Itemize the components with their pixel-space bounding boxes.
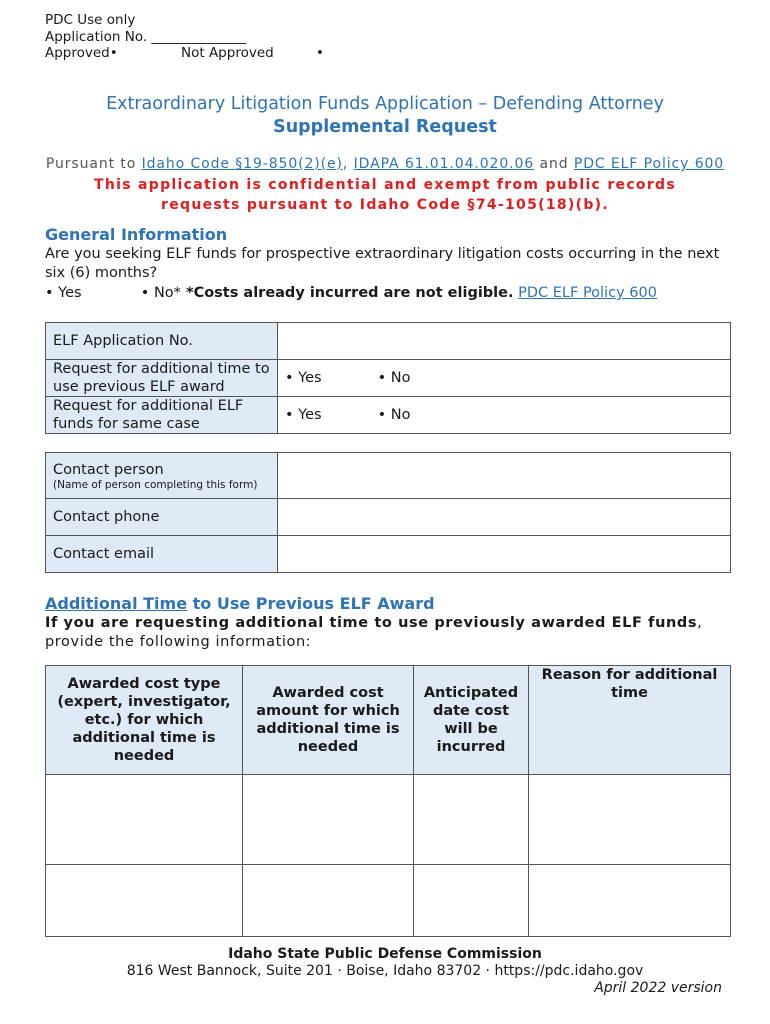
additional-time-no[interactable]: • No xyxy=(377,370,411,386)
idaho-code-link[interactable]: Idaho Code §19-850(2)(e) xyxy=(141,156,343,172)
additional-time-heading xyxy=(45,594,435,613)
not-approved-option[interactable]: Not Approved xyxy=(181,45,274,61)
instructions-bold: If you are requesting additional time to use previously awarded ELF funds xyxy=(45,615,698,631)
general-answer-row xyxy=(45,284,730,303)
footer-version: April 2022 version xyxy=(594,980,722,996)
elf-policy-link[interactable]: PDC ELF Policy 600 xyxy=(573,156,725,172)
additional-time-options xyxy=(278,360,731,397)
additional-funds-yes[interactable]: • Yes xyxy=(285,407,322,423)
general-question: Are you seeking ELF funds for prospective extraordinary litigation costs occurring in the next six (6) months? xyxy=(45,246,720,281)
table-header-row xyxy=(46,666,731,775)
additional-time-yes[interactable]: • Yes xyxy=(285,370,322,386)
not-approved-bullet[interactable]: • xyxy=(316,45,324,61)
contact-person-label-cell xyxy=(46,453,278,499)
column-awarded-cost-type: Awarded cost type (expert, investigator, etc.) for which additional time is needed xyxy=(46,666,243,775)
additional-time-heading-rest: to Use Previous ELF Award xyxy=(187,594,435,613)
contact-email-field[interactable] xyxy=(278,536,731,573)
general-information-heading: General Information xyxy=(45,225,228,244)
general-no-option[interactable]: • No* xyxy=(140,285,181,301)
additional-time-heading-link[interactable]: Additional Time xyxy=(45,594,188,613)
table-row xyxy=(46,499,731,536)
column-anticipated-date: Anticipated date cost will be incurred xyxy=(414,666,529,775)
pursuant-line xyxy=(0,156,770,172)
column-awarded-cost-amount: Awarded cost amount for which additional time is needed xyxy=(243,666,414,775)
instructions-rest: , provide the following information: xyxy=(45,615,703,650)
pdc-use-only-label: PDC Use only xyxy=(45,12,136,28)
table-row xyxy=(46,453,731,499)
table-row xyxy=(46,323,731,360)
contact-phone-field[interactable] xyxy=(278,499,731,536)
table-row xyxy=(46,775,731,865)
footer-organization: Idaho State Public Defense Commission xyxy=(228,946,542,962)
confidential-line-2: requests pursuant to Idaho Code §74-105(18)(b). xyxy=(161,197,609,213)
anticipated-date-cell[interactable] xyxy=(414,775,529,865)
pursuant-separator: , xyxy=(342,156,354,172)
contact-person-label: Contact person xyxy=(53,461,164,478)
additional-time-table xyxy=(45,665,731,937)
contact-table xyxy=(45,452,731,573)
cost-amount-cell[interactable] xyxy=(243,775,414,865)
confidential-notice xyxy=(0,175,770,215)
pdc-use-block xyxy=(45,12,324,62)
contact-email-label: Contact email xyxy=(46,536,278,573)
contact-person-field[interactable] xyxy=(278,453,731,499)
pursuant-prefix: Pursuant to xyxy=(45,156,142,172)
approved-option[interactable]: Approved• xyxy=(45,45,118,61)
column-reason: Reason for additional time xyxy=(529,666,731,775)
reason-cell[interactable] xyxy=(529,865,731,937)
confidential-line-1: This application is confidential and exempt from public records xyxy=(93,177,677,193)
footer-address: 816 West Bannock, Suite 201 · Boise, Idaho 83702 · https://pdc.idaho.gov xyxy=(126,963,644,979)
additional-time-label: Request for additional time to use previous ELF award xyxy=(46,360,278,397)
elf-application-no-label: ELF Application No. xyxy=(46,323,278,360)
cost-type-cell[interactable] xyxy=(46,865,243,937)
cost-amount-cell[interactable] xyxy=(243,865,414,937)
general-yes-option[interactable]: • Yes xyxy=(45,285,82,301)
table-row xyxy=(46,536,731,573)
additional-funds-no[interactable]: • No xyxy=(377,407,411,423)
additional-funds-label: Request for additional ELF funds for same case xyxy=(46,397,278,434)
table-row xyxy=(46,865,731,937)
idapa-link[interactable]: IDAPA 61.01.04.020.06 xyxy=(353,156,535,172)
additional-funds-options xyxy=(278,397,731,434)
general-policy-link[interactable]: PDC ELF Policy 600 xyxy=(518,285,657,301)
additional-time-instructions xyxy=(45,614,730,652)
cost-type-cell[interactable] xyxy=(46,775,243,865)
form-title: Extraordinary Litigation Funds Application – Defending Attorney xyxy=(106,94,664,114)
approval-row xyxy=(45,45,324,62)
anticipated-date-cell[interactable] xyxy=(414,865,529,937)
application-number-field[interactable]: Application No. ______________ xyxy=(45,28,246,45)
application-table xyxy=(45,322,731,434)
table-row xyxy=(46,397,731,434)
costs-not-eligible-note: *Costs already incurred are not eligible. xyxy=(180,285,514,301)
contact-phone-label: Contact phone xyxy=(46,499,278,536)
pursuant-and: and xyxy=(534,156,574,172)
elf-application-no-field[interactable] xyxy=(278,323,731,360)
contact-person-sublabel: (Name of person completing this form) xyxy=(53,478,258,491)
form-subtitle: Supplemental Request xyxy=(273,117,497,137)
reason-cell[interactable] xyxy=(529,775,731,865)
table-row xyxy=(46,360,731,397)
